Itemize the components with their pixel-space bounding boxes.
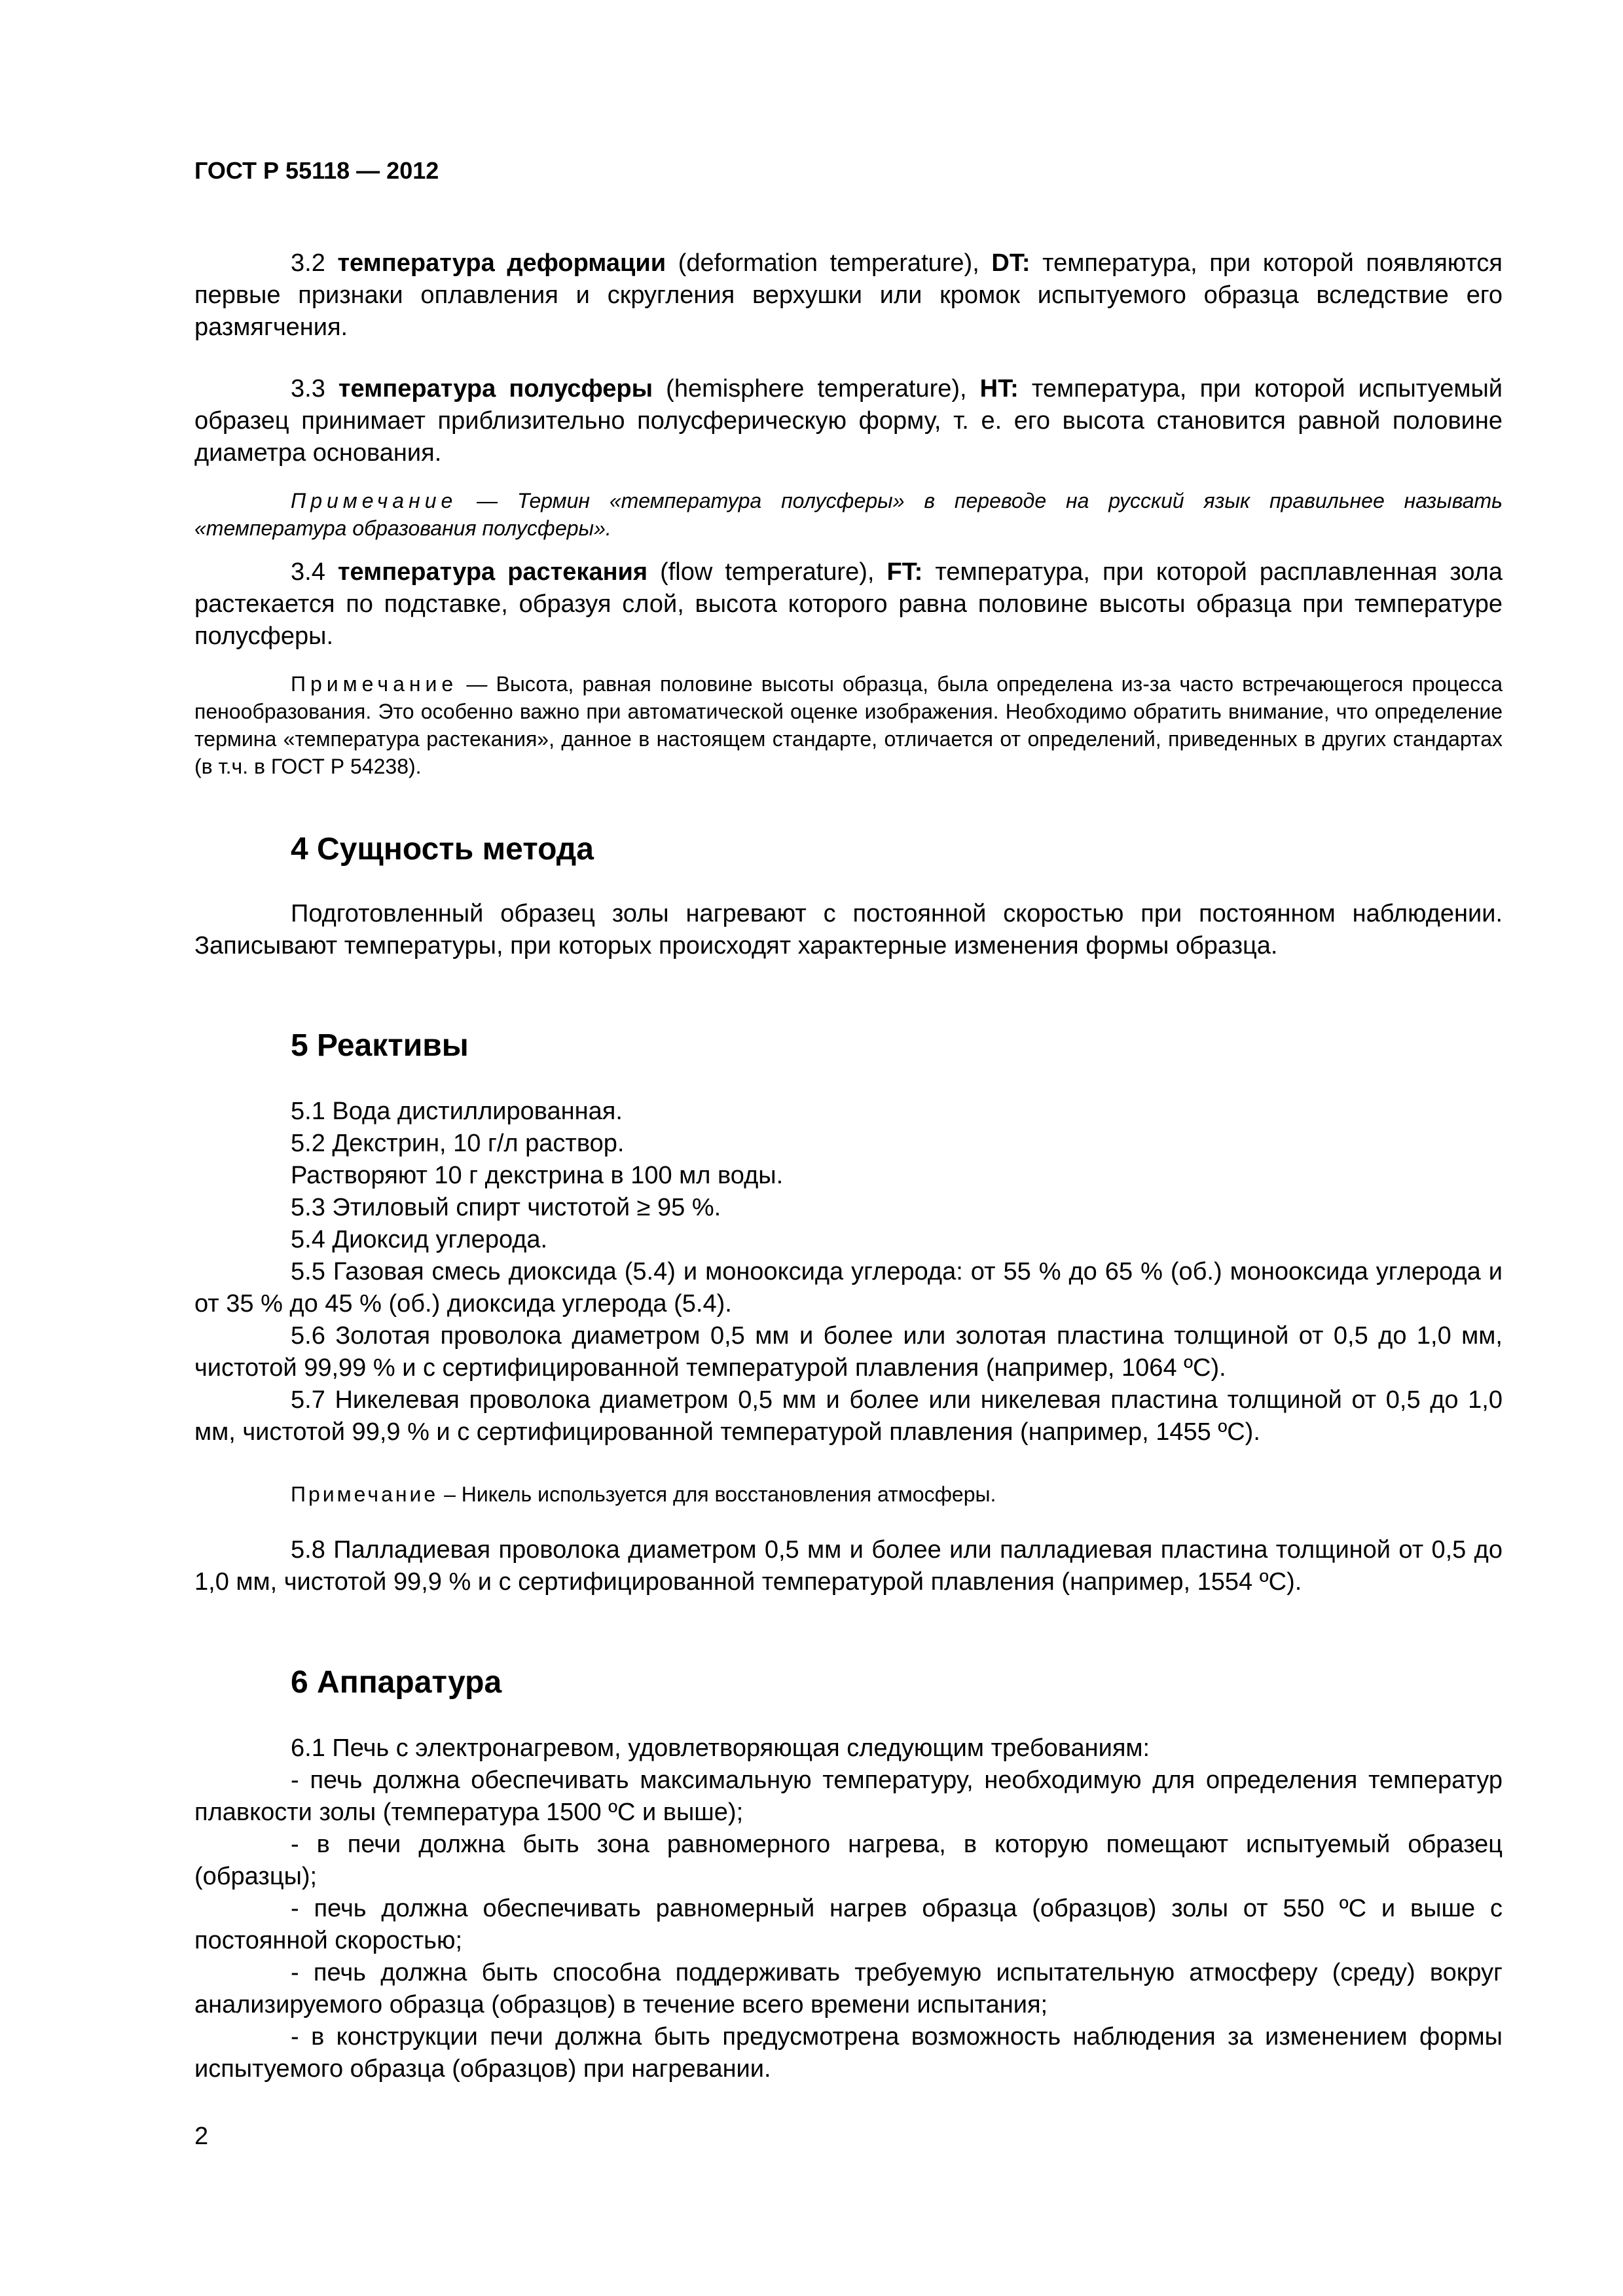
- section-title: 5 Реактивы: [291, 1028, 469, 1063]
- list-item: - в печи должна быть зона равномерного нагрева, в которую помещают испытуемый образец (образцы);: [194, 1831, 1503, 1890]
- note-label: Примечание: [291, 672, 458, 696]
- clause-number: 3.4: [291, 558, 338, 586]
- section-4-body: [194, 898, 1503, 962]
- section-6-body: [194, 1732, 1503, 2085]
- note-label: Примечание: [291, 1482, 439, 1506]
- definition-text: температура, при которой появляются первые признаки оплавления и скругления верхушки или кромок испытуемого образца вследствие его размягчения.: [194, 249, 1503, 341]
- list-item: - печь должна быть способна поддерживать требуемую испытательную атмосферу (среду) вокруг анализируемого образца (образцов) в течение всего времени испытания;: [194, 1959, 1503, 2018]
- definition-3-2: [194, 247, 1503, 344]
- definition-3-4: [194, 556, 1503, 653]
- section-text: Подготовленный образец золы нагревают с постоянной скоростью при постоянном наблюдении. Записывают температуры, при которых происходят характерные изменения формы образца.: [194, 900, 1503, 960]
- term: температура деформации: [337, 249, 666, 277]
- list-item: 5.2 Декстрин, 10 г/л раствор.: [291, 1130, 625, 1157]
- note-text: — Термин «температура полусферы» в переводе на русский язык правильнее называть «температура образования полусферы».: [194, 489, 1503, 540]
- list-item: 5.8 Палладиевая проволока диаметром 0,5 мм и более или палладиевая пластина толщиной от 0,5 до 1,0 мм, чистотой 99,9 % и с сертифицированной температурой плавления (например, 1554 ºС).: [194, 1536, 1503, 1596]
- note-5-7: [194, 1480, 1503, 1508]
- abbreviation: FT:: [886, 558, 923, 586]
- abbreviation: HT:: [979, 375, 1019, 403]
- list-item: 5.1 Вода дистиллированная.: [291, 1098, 623, 1125]
- clause-number: 3.3: [291, 375, 338, 403]
- list-item: 5.3 Этиловый спирт чистотой ≥ 95 %.: [291, 1194, 721, 1221]
- term: температура растекания: [337, 558, 648, 586]
- note-label: Примечание: [291, 489, 458, 512]
- clause-number: 3.2: [291, 249, 338, 277]
- section-title: 6 Аппаратура: [291, 1665, 502, 1700]
- section-5-body: [194, 1096, 1503, 1448]
- english-term: (flow temperature),: [647, 558, 887, 586]
- list-item: 5.7 Никелевая проволока диаметром 0,5 мм и более или никелевая пластина толщиной от 0,5 до 1,0 мм, чистотой 99,9 % и с сертифицированной температурой плавления (например, 1455 ºС).: [194, 1386, 1503, 1446]
- term: температура полусферы: [338, 375, 653, 403]
- section-6-heading: [194, 1663, 1503, 1702]
- note-text: – Никель используется для восстановления атмосферы.: [438, 1482, 996, 1506]
- list-item: 5.6 Золотая проволока диаметром 0,5 мм и более или золотая пластина толщиной от 0,5 до 1,0 мм, чистотой 99,99 % и с сертифицированной температурой плавления (например, 1064 ºС).: [194, 1322, 1503, 1382]
- list-item: 6.1 Печь с электронагревом, удовлетворяющая следующим требованиям:: [291, 1734, 1150, 1762]
- list-item: - печь должна обеспечивать максимальную температуру, необходимую для определения температур плавкости золы (температура 1500 ºС и выше);: [194, 1767, 1503, 1826]
- section-title: 4 Сущность метода: [291, 832, 594, 867]
- list-item: 5.5 Газовая смесь диоксида (5.4) и монооксида углерода: от 55 % до 65 % (об.) монооксида углерода и от 35 % до 45 % (об.) диоксида углерода (5.4).: [194, 1258, 1503, 1318]
- list-item: - печь должна обеспечивать равномерный нагрев образца (образцов) золы от 550 ºС и выше с постоянной скоростью;: [194, 1895, 1503, 1954]
- note-3-4: [194, 670, 1503, 780]
- document-header: ГОСТ Р 55118 — 2012: [194, 157, 439, 184]
- note-3-3: [194, 487, 1503, 542]
- list-item: Растворяют 10 г декстрина в 100 мл воды.: [291, 1162, 784, 1189]
- english-term: (deformation temperature),: [666, 249, 992, 277]
- english-term: (hemisphere temperature),: [653, 375, 980, 403]
- page-number: 2: [194, 2123, 209, 2150]
- list-item: 5.4 Диоксид углерода.: [291, 1226, 548, 1253]
- definition-text: температура, при которой испытуемый образец принимает приблизительно полусферическую форму, т. е. его высота становится равной половине диаметра основания.: [194, 375, 1503, 467]
- section-5-heading: [194, 1026, 1503, 1066]
- list-item: - в конструкции печи должна быть предусмотрена возможность наблюдения за изменением формы испытуемого образца (образцов) при нагревании.: [194, 2023, 1503, 2083]
- note-text: — Высота, равная половине высоты образца, была определена из-за часто встречающегося процесса пенообразования. Это особенно важно при автоматической оценке изображения. Необходимо обратить внимание, что определение термина «температура растекания», данное в настоящем стандарте, отличается от определений, приведенных в других стандартах (в т.ч. в ГОСТ Р 54238).: [194, 672, 1503, 778]
- section-4-heading: [194, 830, 1503, 869]
- abbreviation: DT:: [991, 249, 1030, 277]
- item-5-8: [194, 1534, 1503, 1598]
- definition-3-3: [194, 373, 1503, 469]
- definition-text: температура, при которой расплавленная зола растекается по подставке, образуя слой, высота которого равна половине высоты образца при температуре полусферы.: [194, 558, 1503, 650]
